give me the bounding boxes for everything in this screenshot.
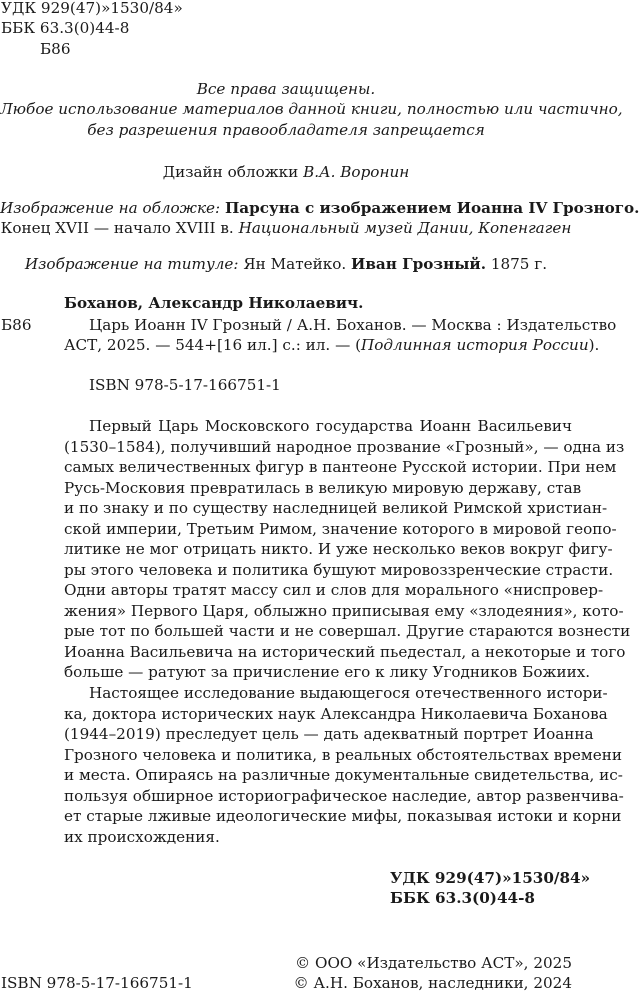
annotation-p1-line: литике не мог отрицать никто. И уже несколько веков вокруг фигу- [64,540,613,558]
isbn-main: ISBN 978-5-17-166751-1 [89,376,281,394]
annotation-p1-line: рые тот по большей части и не совершал. Другие стараются вознести [64,622,631,640]
cover-image-credit-line-2 [0,219,572,237]
annotation-p1-line: жения» Первого Царя, облыжно приписывая ему «злодеяния», кото- [64,602,624,620]
copyright-publisher: © ООО «Издательство АСТ», 2025 [294,954,572,972]
udk-code-bottom: УДК 929(47)»1530/84» [390,869,591,887]
biblio-line-2 [64,336,599,354]
annotation-p1-line: Первый Царь Московского государства Иоанн Васильевич [89,417,572,435]
bbk-code-bottom: ББК 63.3(0)44-8 [390,889,535,907]
bbk-code-top: ББК 63.3(0)44-8 [1,19,130,37]
annotation-p2-line: и места. Опираясь на различные документальные свидетельства, ис- [64,766,623,784]
rights-line-2: Любое использование материалов данной книги, полностью или частично, [0,100,623,118]
annotation-p1-line: ской империи, Третьим Римом, значение которого в мировой геопо- [64,520,617,538]
annotation-p1-line: Одни авторы тратят массу сил и слов для морального «ниспровер- [64,581,604,599]
title-image-year: 1875 г. [490,255,548,273]
annotation-p2-line: их происхождения. [64,828,220,846]
cover-design-name: В.А. Воронин [303,163,410,181]
title-image-credit [0,255,572,273]
cover-design-label: Дизайн обложки [162,163,299,181]
annotation-p1-line: ры этого человека и политика бушуют мировоззренческие страсти. [64,561,614,579]
annotation-p1-line: Русь-Московия превратилась в великую мировую державу, став [64,479,582,497]
annotation-p2-line: Грозного человека и политика, в реальных обстоятельствах времени [64,746,622,764]
biblio-line-2-end: ). [588,336,600,354]
cover-image-museum: Национальный музей Дании, Копенгаген [238,219,572,237]
udk-code-top: УДК 929(47)»1530/84» [1,0,183,17]
author-heading: Боханов, Александр Николаевич. [64,294,364,312]
author-mark-top: Б86 [40,40,71,58]
annotation-p2-line: пользуя обширное историографическое наследие, автор развенчива- [64,787,624,805]
annotation-p2-line: ка, доктора исторических наук Александра Николаевича Боханова [64,705,608,723]
annotation-p1-line: Иоанна Васильевича на исторический пьедестал, а некоторые и того [64,643,626,661]
annotation-p1-line: самых величественных фигур в пантеоне Русской истории. При нем [64,458,617,476]
biblio-line-1: Царь Иоанн IV Грозный / А.Н. Боханов. — Москва : Издательство [89,316,617,334]
annotation-p2-line: ет старые лживые идеологические мифы, показывая истоки и корни [64,807,622,825]
annotation-p2-line: (1944–2019) преследует цель — дать адекватный портрет Иоанна [64,725,594,743]
annotation-p1-line: (1530–1584), получивший народное прозвание «Грозный», — одна из [64,438,625,456]
cover-image-label: Изображение на обложке: [0,199,221,217]
annotation-p1-line: и по знаку и по существу наследницей великой Римской христиан- [64,499,608,517]
series-title: Подлинная история России [361,336,589,354]
copyright-author: © А.Н. Боханов, наследники, 2024 [293,974,572,992]
annotation-p2-line: Настоящее исследование выдающегося отечественного истори- [89,684,608,702]
rights-line-1: Все права защищены. [196,80,376,98]
cover-design-credit [0,163,572,181]
title-image-artist: Ян Матейко. [243,255,347,273]
isbn-bottom: ISBN 978-5-17-166751-1 [1,974,193,992]
biblio-line-2-start: АСТ, 2025. — 544+[16 ил.] с.: ил. — ( [64,336,362,354]
annotation-p1-line: больше — ратуют за причисление его к лику Угодников Божиих. [64,663,591,681]
cover-image-credit-line-1 [0,199,639,217]
title-image-label: Изображение на титуле: [24,255,239,273]
title-image-title: Иван Грозный. [351,255,486,273]
rights-line-3: без разрешения правообладателя запрещается [87,121,485,139]
cover-image-title: Парсуна с изображением Иоанна IV Грозного. [224,199,639,217]
author-mark: Б86 [1,316,32,334]
cover-image-date: Конец XVII — начало XVIII в. [0,219,234,237]
